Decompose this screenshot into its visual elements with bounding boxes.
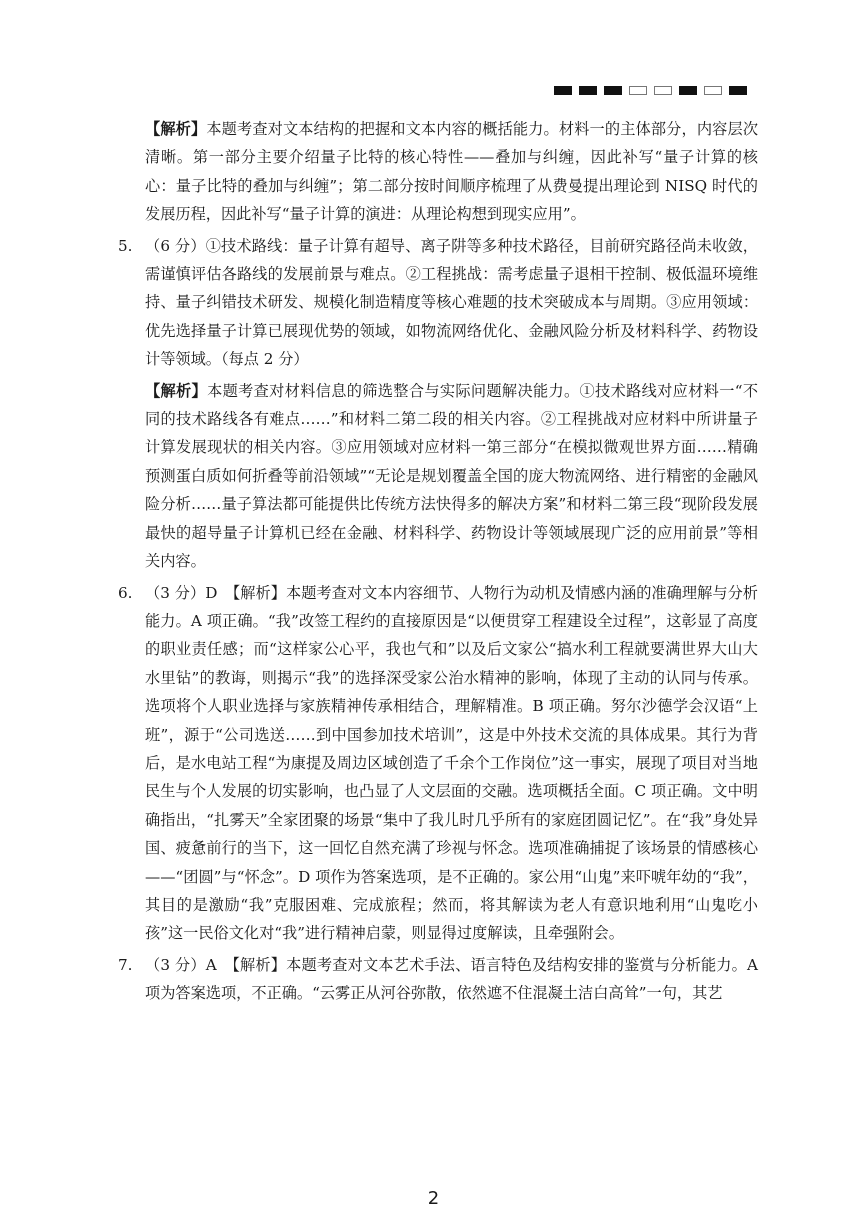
header-mark [729, 86, 747, 95]
answer-text: （3 分）D 【解析】本题考查对文本内容细节、人物行为动机及情感内涵的准确理解与分析能力。A 项正确。“我”改签工程约的直接原因是“以便贯穿工程建设全过程”，这彰显了高度的职业责任感；而“这样家公心平，我也气和”以及后文家公“搞水利工程就要满世界大山大水里钻”的教诲，则揭示“我”的选择深受家公治水精神的影响，体现了主动的认同与传承。选项将个人职业选择与家族精神传承相结合，理解精准。B 项正确。努尔沙德学会汉语“上班”，源于“公司选送……到中国参加技术培训”，这是中外技术交流的具体成果。其行为背后，是水电站工程“为康提及周边区域创造了千余个工作岗位”这一事实，展现了项目对当地民生与个人发展的切实影响，也凸显了人文层面的交融。选项概括全面。C 项正确。文中明确指出，“扎雾天”全家团聚的场景“集中了我儿时几乎所有的家庭团圆记忆”。在“我”身处异国、疲惫前行的当下，这一回忆自然充满了珍视与怀念。选项准确捕捉了该场景的情感核心——“团圆”与“怀念”。D 项作为答案选项，是不正确的。家公用“山鬼”来吓唬年幼的“我”，其目的是激励“我”克服困难、完成旅程；然而，将其解读为老人有意识地利用“山鬼吃小孩”这一民俗文化对“我”进行精神启蒙，则显得过度解读，且牵强附会。 [145, 583, 758, 943]
header-mark [629, 86, 647, 95]
question-number: 5. [118, 236, 133, 255]
analysis-tag: 【解析】 [145, 381, 208, 400]
analysis-text: 本题考查对文本结构的把握和文本内容的概括能力。材料一的主体部分，内容层次清晰。第一部分主要介绍量子比特的核心特性——叠加与纠缠，因此补写“量子计算的核心：量子比特的叠加与纠缠”；第二部分按时间顺序梳理了从费曼提出理论到 NISQ 时代的发展历程，因此补写“量子计算的演进：从理论构想到现实应用”。 [145, 120, 759, 224]
answer-item [118, 951, 758, 1008]
header-mark [679, 86, 697, 95]
answer-text: （3 分）A 【解析】本题考查对文本艺术手法、语言特色及结构安排的鉴赏与分析能力。A 项为答案选项，不正确。“云雾正从河谷弥散，依然遮不住混凝土洁白高耸”一句，其艺 [145, 955, 758, 1003]
page-number: 2 [427, 1188, 440, 1209]
question-number: 6. [118, 583, 133, 602]
question-number: 7. [118, 955, 133, 974]
header-mark [654, 86, 672, 95]
answer-item [118, 232, 758, 374]
analysis-paragraph [118, 377, 758, 576]
analysis-tag: 【解析】 [145, 120, 207, 138]
analysis-text: 本题考查对材料信息的筛选整合与实际问题解决能力。①技术路线对应材料一“不同的技术路线各有难点……”和材料二第二段的相关内容。②工程挑战对应材料中所讲量子计算发展现状的相关内容。③应用领域对应材料一第三部分“在模拟微观世界方面……精确预测蛋白质如何折叠等前沿领域”“无论是规划覆盖全国的庞大物流网络、进行精密的金融风险分析……量子算法都可能提供比传统方法快得多的解决方案”和材料二第三段“现阶段发展最快的超导量子计算机已经在金融、材料科学、药物设计等领域展现广泛的应用前景”等相关内容。 [145, 381, 759, 571]
header-mark [554, 86, 572, 95]
header-mark [604, 86, 622, 95]
answer-content [118, 115, 758, 1011]
answer-item [118, 579, 758, 948]
answer-text: （6 分）①技术路线：量子计算有超导、离子阱等多种技术路径，目前研究路径尚未收敛，需谨慎评估各路线的发展前景与难点。②工程挑战：需考虑量子退相干控制、极低温环境维持、量子纠错技术研发、规模化制造精度等核心难题的技术突破成本与周期。③应用领域：优先选择量子计算已展现优势的领域，如物流网络优化、金融风险分析及材料科学、药物设计等领域。（每点 2 分） [145, 236, 758, 369]
analysis-paragraph [118, 115, 758, 229]
header-marks [554, 86, 747, 95]
header-mark [704, 86, 722, 95]
header-mark [579, 86, 597, 95]
